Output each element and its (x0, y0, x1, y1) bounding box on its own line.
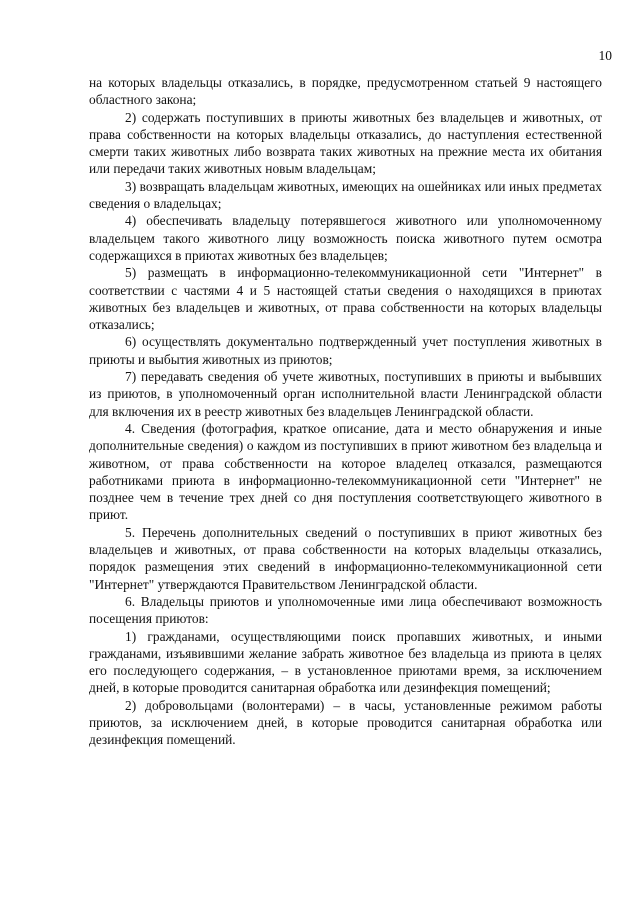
paragraph-part-6-item-2: 2) добровольцами (волонтерами) – в часы, установленные режимом работы приютов, за исключением дней, в которые проводится санитарная обработка или дезинфекция помещений. (89, 697, 602, 748)
paragraph-item-2: 2) содержать поступивших в приюты животных без владельцев и животных, от права собственности на которых владельцы отказались, до наступления естественной смерти таких животных либо возврата таких животных на прежние места их обитания или передачи таких животных новым владельцам; (89, 109, 602, 177)
paragraph-item-6: 6) осуществлять документально подтвержденный учет поступления животных в приюты и выбытия животных из приютов; (89, 334, 602, 367)
paragraph-part-6: 6. Владельцы приютов и уполномоченные ими лица обеспечивают возможность посещения приютов: (89, 593, 602, 627)
paragraph-part-4: 4. Сведения (фотография, краткое описание, дата и место обнаружения и иные дополнительные сведения) о каждом из поступивших в приют животном без владельца и животном, от права собственности на которое владелец отказался, размещаются работниками приюта в информационно-телекоммуникационной сети "Интернет" не позднее чем в течение трех дней со дня поступления соответствующего животного в приют. (89, 420, 602, 523)
paragraph-item-4: 4) обеспечивать владельцу потерявшегося животного или уполномоченному владельцем такого животного лицу возможность поиска животного путем осмотра содержащихся в приютах животных без владельцев; (89, 213, 602, 263)
page-number: 10 (598, 48, 612, 63)
paragraph-part-5: 5. Перечень дополнительных сведений о поступивших в приют животных без владельцев и животных, от права собственности на которых владельцы отказались, порядок размещения этих сведений в информационно-телекоммуникационной сети "Интернет" утверждаются Правительством Ленинградской области. (89, 524, 602, 592)
paragraph-item-3: 3) возвращать владельцам животных, имеющих на ошейниках или иных предметах сведения о владельцах; (89, 178, 602, 212)
paragraph-item-7: 7) передавать сведения об учете животных, поступивших в приюты и выбывших из приютов, в уполномоченный орган исполнительной власти Ленинградской области для включения их в реестр животных без владельцев Ленинградской области. (89, 369, 602, 419)
paragraph-continuation: на которых владельцы отказались, в порядке, предусмотренном статьей 9 настоящего областного закона; (89, 75, 602, 108)
document-body (89, 74, 602, 749)
paragraph-item-5: 5) размещать в информационно-телекоммуникационной сети "Интернет" в соответствии с частями 4 и 5 настоящей статьи сведения о находящихся в приютах животных без владельцев и животных, от права собственности на которых владельцы отказались; (89, 265, 602, 333)
paragraph-part-6-item-1: 1) гражданами, осуществляющими поиск пропавших животных, и иными гражданами, изъявившими желание забрать животное без владельца из приюта в целях его последующего содержания, – в установленное приютами время, за исключением дней, в которые проводится санитарная обработка или дезинфекция помещений; (89, 628, 602, 696)
